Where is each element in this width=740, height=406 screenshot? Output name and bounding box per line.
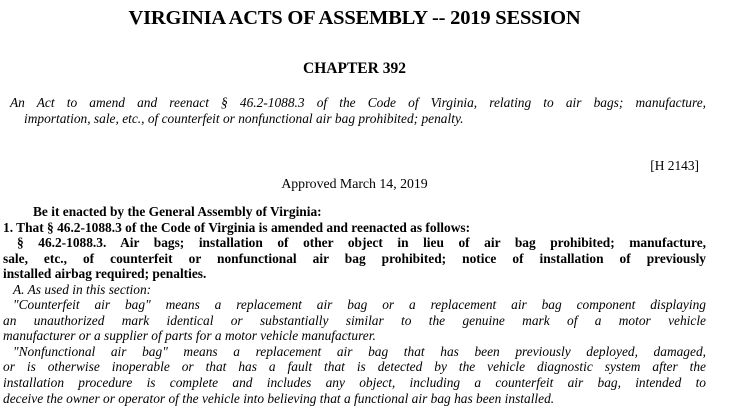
nonfunctional-definition-line: installation procedure is complete and includes any object, including a counterfeit air bag, intended to xyxy=(3,375,706,391)
section-heading-line: installed airbag required; penalties. xyxy=(3,266,207,282)
act-summary xyxy=(10,95,706,126)
section-amendment-line: 1. That § 46.2-1088.3 of the Code of Virginia is amended and reenacted as follows: xyxy=(3,219,471,235)
bill-number: [H 2143] xyxy=(650,158,699,173)
nonfunctional-definition-line: deceive the owner or operator of the vehicle into believing that a functional air bag has been installed. xyxy=(3,390,555,406)
counterfeit-definition-line: manufacturer or a supplier of parts for a motor vehicle manufacturer. xyxy=(3,328,376,344)
definitions-intro-line: A. As used in this section: xyxy=(13,281,152,297)
section-heading-line: § 46.2-1088.3. Air bags; installation of other object in lieu of air bag prohibited; manufacture, xyxy=(17,235,706,251)
counterfeit-definition-line: "Counterfeit air bag" means a replacement air bag or a replacement air bag component displaying xyxy=(13,297,706,313)
approval-date-line: Approved March 14, 2019 xyxy=(281,176,428,191)
act-summary-line: An Act to amend and reenact § 46.2-1088.3 of the Code of Virginia, relating to air bags; manufacture, xyxy=(10,95,706,110)
chapter-heading: CHAPTER 392 xyxy=(303,60,406,77)
enactment-clause-line: Be it enacted by the General Assembly of Virginia: xyxy=(33,204,322,219)
nonfunctional-definition-line: "Nonfunctional air bag" means a replacement air bag that has been previously deployed, damaged, xyxy=(13,343,706,359)
section-heading-line: sale, etc., of counterfeit or nonfunctional air bag prohibited; notice of installation of previously xyxy=(3,250,706,266)
act-summary-line: importation, sale, etc., of counterfeit or nonfunctional air bag prohibited; penalty. xyxy=(24,110,464,126)
page-title: VIRGINIA ACTS OF ASSEMBLY -- 2019 SESSION xyxy=(128,7,581,29)
counterfeit-definition-line: an unauthorized mark identical or substantially similar to the genuine mark of a motor vehicle xyxy=(3,312,706,328)
nonfunctional-definition-line: or is otherwise inoperable or that has a fault that is detected by the vehicle diagnostic system after the xyxy=(3,359,706,375)
body-text xyxy=(3,204,706,406)
